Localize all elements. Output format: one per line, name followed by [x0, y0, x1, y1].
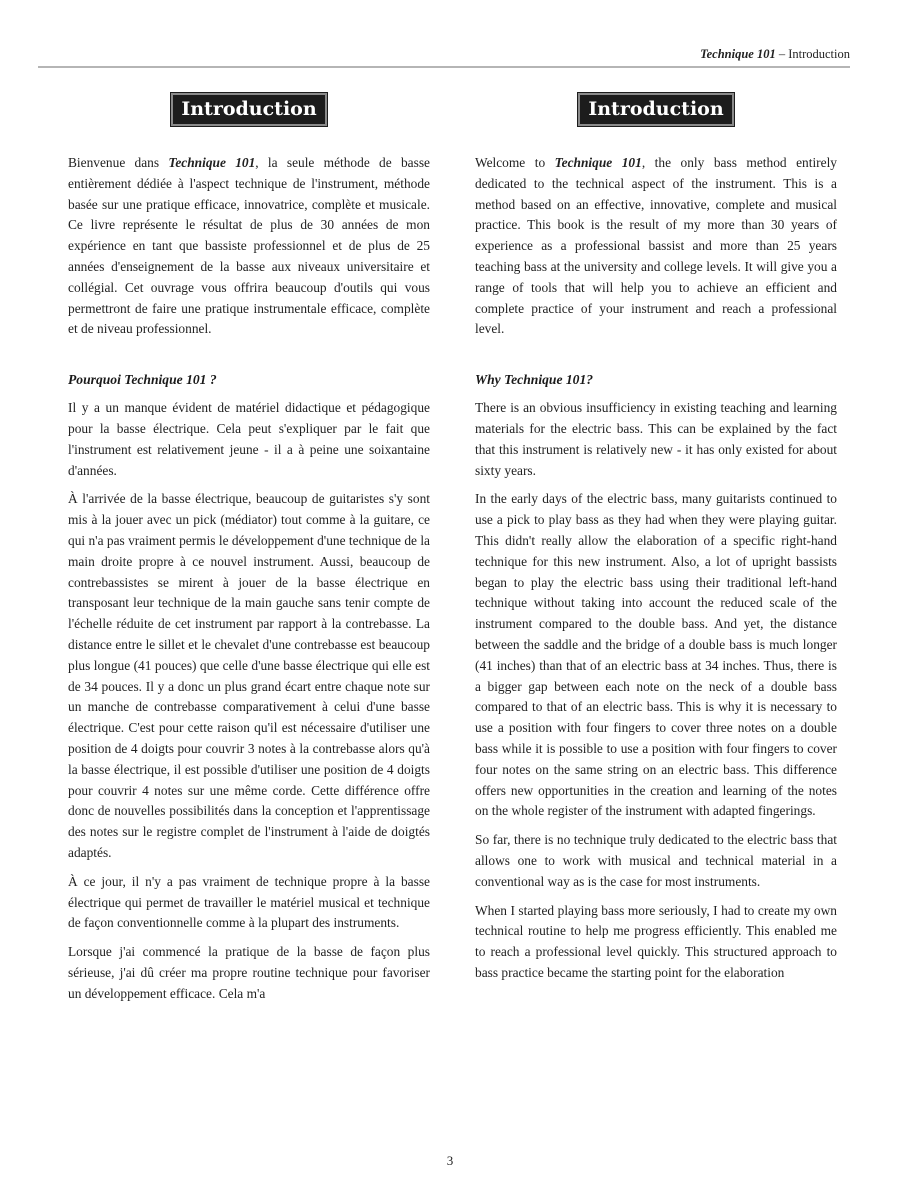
- french-intro-book-title: Technique 101: [168, 155, 256, 170]
- english-intro-rest: , the only bass method entirely dedicated to the technical aspect of the instrument. This is a method based on an effective, innovative, complete and musical practice. This book is the result of my more than 30 years of experience as a professional bassist and more than 25 years teaching bass at the university and college levels. It will give you a range of tools that will help you to achieve an efficient and complete practice of your instrument and reach a professional level.: [475, 155, 837, 337]
- english-paragraph-2: In the early days of the electric bass, many guitarists continued to use a pick to play bass as they had when they were playing guitar. This didn't really allow the elaboration of a specific right-hand technique for this new instrument. Also, a lot of upright bassists began to play the electric bass using their traditional left-hand technique without taking into account the reduced scale of the instrument compared to the double bass. And yet, the distance between the saddle and the bridge of a double bass is much longer (41 inches) than that of an electric bass at 34 inches. Thus, there is a bigger gap between each note on the neck of a double bass compared to that of an electric bass. This is why it is necessary to use a position with four fingers to cover three notes on a double bass while it is possible to use a position with four fingers to cover four notes on the same string on an electric bass. This difference offers new opportunities in the creation and learning of the notes on the whole register of the instrument with adapted fingerings.: [475, 491, 837, 819]
- english-paragraph-3: So far, there is no technique truly dedicated to the electric bass that allows one to work with musical and technical material in a conventional way as is the case for most instruments.: [475, 832, 837, 889]
- english-section-title: Introduction: [578, 93, 733, 126]
- french-section-title: Introduction: [171, 93, 326, 126]
- french-paragraph-4: Lorsque j'ai commencé la pratique de la basse de façon plus sérieuse, j'ai dû créer ma propre routine technique pour favoriser un développement efficace. Cela m'a: [68, 944, 430, 1001]
- english-title-wrap: [475, 93, 837, 125]
- english-intro-paragraph: [475, 153, 837, 340]
- english-intro-book-title: Technique 101: [554, 155, 642, 170]
- english-intro-prefix: Welcome to: [475, 155, 555, 170]
- french-paragraph-3: À ce jour, il n'y a pas vraiment de technique propre à la basse électrique qui permet de travailler le matériel musical et technique de façon conventionnelle comme à la plupart des instruments.: [68, 873, 430, 931]
- french-column: [68, 93, 430, 1012]
- french-intro-prefix: Bienvenue dans: [68, 155, 169, 170]
- french-title-wrap: [68, 93, 430, 125]
- running-header-section: Introduction: [788, 47, 850, 61]
- header-rule: [38, 66, 850, 68]
- french-intro-rest: , la seule méthode de basse entièrement dédiée à l'aspect technique de l'instrument, méthode basée sur une pratique efficace, innovatrice, complète et musicale. Ce livre représente le résultat de plus de 30 années de mon expérience en tant que bassiste professionnel et de plus de 25 années d'enseignement de la basse aux niveaux universitaire et collégial. Cet ouvrage vous offrira beaucoup d'outils qui vous permettront de faire une pratique instrumentale efficace, complète et de niveau professionnel.: [68, 155, 430, 337]
- french-intro-paragraph: [68, 153, 430, 340]
- running-header-separator: –: [775, 47, 789, 61]
- english-paragraph-1: There is an obvious insufficiency in existing teaching and learning materials for the electric bass. This can be explained by the fact that this instrument is relatively new - it has only existed for about sixty years.: [475, 400, 837, 478]
- english-paragraph-4: When I started playing bass more seriously, I had to create my own technical routine to help me progress efficiently. This enabled me to reach a professional level quickly. This structured approach to bass practice became the starting point for the elaboration: [475, 902, 837, 980]
- english-column: [475, 93, 837, 992]
- french-paragraph-1: Il y a un manque évident de matériel didactique et pédagogique pour la basse électrique. Cela peut s'expliquer par le fait que l'instrument est relativement jeune - il a à peine une soixantaine d'années.: [68, 400, 430, 478]
- french-paragraph-2: À l'arrivée de la basse électrique, beaucoup de guitaristes s'y sont mis à la jouer avec un pick (médiator) tout comme à la guitare, ce qui n'a pas vraiment permis le développement d'une technique de la main droite propre à ce nouvel instrument. Aussi, beaucoup de contrebassistes se mirent à jouer de la basse électrique en transposant leur technique de la main gauche sans tenir compte de l'échelle réduite de cet instrument par rapport à la contrebasse. La distance entre le sillet et le chevalet d'une contrebasse est beaucoup plus longue (41 pouces) que celle d'une basse électrique qui elle est de 34 pouces. Il y a donc un plus grand écart entre chaque note sur un manche de contrebasse comparativement à celui d'une basse électrique. C'est pour cette raison qu'il est nécessaire d'utiliser une position de 4 doigts pour couvrir 3 notes à la contrebasse alors qu'à la basse électrique, il est possible d'utiliser une position de 4 doigts pour couvrir 4 notes sur une même corde. Cette différence offre donc de nouvelles possibilités dans la conception et l'apprentissage des notes sur le registre complet de l'instrument à l'aide de doigtés adaptés.: [68, 491, 430, 860]
- english-subheading: Why Technique 101?: [475, 372, 594, 388]
- page-number: 3: [446, 1153, 454, 1168]
- french-subheading: Pourquoi Technique 101 ?: [68, 372, 217, 388]
- running-header-book-title: Technique 101: [700, 47, 776, 61]
- running-header: [700, 47, 850, 62]
